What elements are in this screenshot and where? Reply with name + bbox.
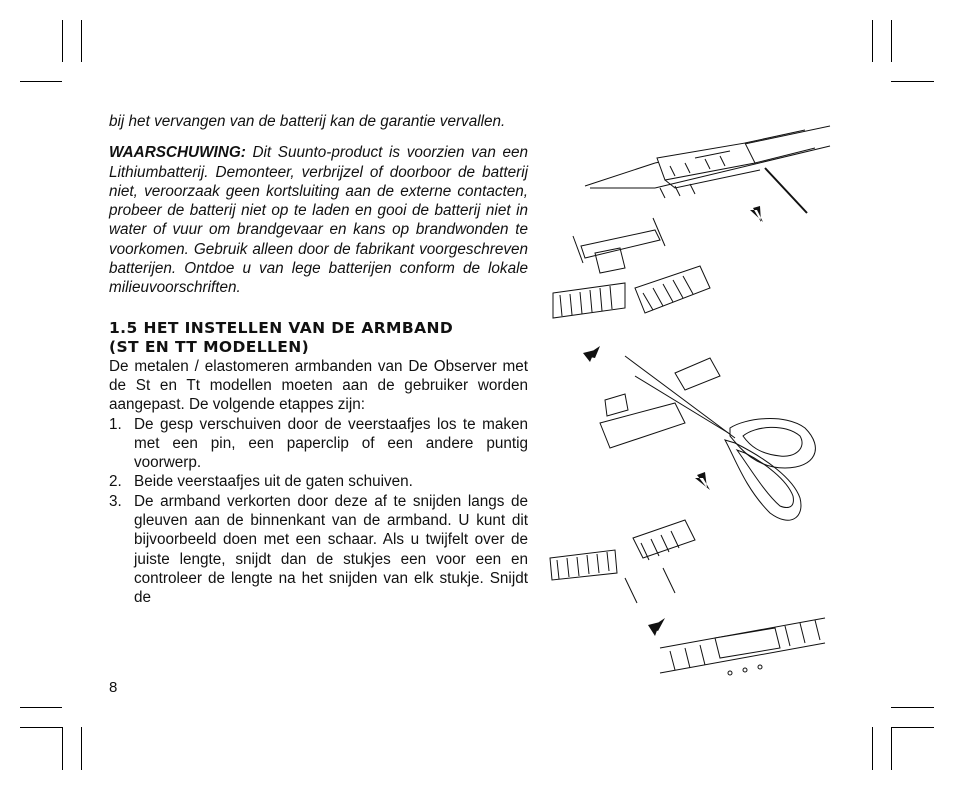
bracelet-adjustment-illustration: [545, 118, 835, 688]
section-body: De metalen / elastomeren armbanden van De Observer met de St en Tt modellen moeten aan de gebruiker worden aangepast. De volgende etappes zijn:: [109, 357, 528, 414]
bracelet-pins-icon: [553, 218, 710, 318]
arrow-down-icon: [583, 346, 600, 362]
section-heading-line1: 1.5 HET INSTELLEN VAN DE ARMBAND: [109, 318, 454, 337]
arrow-down-icon: [695, 472, 710, 490]
step-text: De armband verkorten door deze af te snijden langs de gleuven aan de binnenkant van de armband. U kunt dit bijvoorbeeld doen met een schaar. Als u twijfelt over de juiste lengte, snijdt dan de stukjes een voor een en controleer de lengte na het snijden van elk stukje. Snijdt de: [134, 492, 528, 607]
scissors-cutting-icon: [600, 356, 815, 520]
list-item: [109, 415, 528, 473]
arrow-down-icon: [648, 618, 665, 636]
arrow-down-icon: [750, 206, 763, 222]
warning-paragraph: [109, 143, 528, 297]
bracelet-clasp-bottom-icon: [660, 618, 825, 675]
text-column: [109, 112, 528, 608]
step-text: Beide veerstaafjes uit de gaten schuiven.: [134, 473, 413, 491]
step-number: 1.: [109, 415, 122, 433]
intro-paragraph: bij het vervangen van de batterij kan de garantie vervallen.: [109, 113, 506, 130]
step-text: De gesp verschuiven door de veerstaafjes los te maken met een pin, een paperclip of een andere puntig voorwerp.: [134, 415, 528, 472]
bracelet-clasp-top-icon: [585, 126, 830, 213]
section-heading-line2: (ST EN TT MODELLEN): [109, 337, 310, 356]
warning-text: Dit Suunto-product is voorzien van een Lithiumbatterij. Demonteer, verbrijzel of doorboor de batterij niet, veroorzaak geen kortsluiting aan de externe contacten, probeer de batterij niet op te laden en gooi de batterij niet in water of vuur om brandgevaar en kans op brandwonden te voorkomen. Gebruik alleen door de fabrikant voorgeschreven batterijen. Ontdoe u van lege batterijen conform de lokale milieuvoorschriften.: [109, 144, 528, 297]
step-number: 2.: [109, 473, 122, 491]
warning-label: WAARSCHUWING:: [109, 144, 246, 162]
list-item: [109, 492, 528, 608]
list-item: [109, 472, 528, 491]
step-number: 3.: [109, 492, 122, 510]
bracelet-pins-icon: [550, 520, 695, 603]
page-number: 8: [109, 679, 118, 696]
steps-list: [109, 415, 528, 608]
section-heading: [109, 319, 528, 357]
